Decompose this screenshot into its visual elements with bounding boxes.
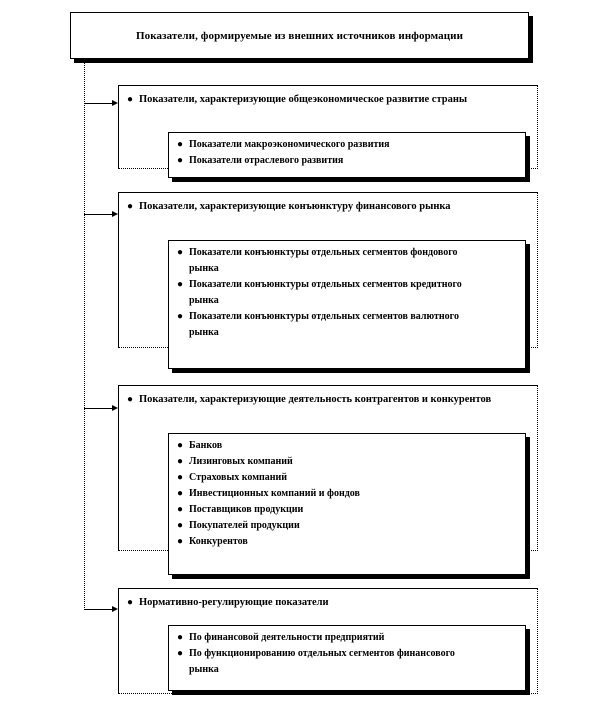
bullet-icon: ● xyxy=(177,472,184,483)
group-heading: ● Показатели, характеризующие конъюнктуру финансового рынка xyxy=(127,199,520,215)
bullet-icon: ● xyxy=(177,155,184,166)
group-2-list xyxy=(168,240,526,369)
diagram-title-box xyxy=(70,12,529,59)
bullet-icon: ● xyxy=(177,139,184,150)
list-item: ● Показатели конъюнктуры отдельных сегментов кредитного рынка xyxy=(177,277,517,309)
group-4-list xyxy=(168,625,526,691)
list-item: ● Показатели конъюнктуры отдельных сегментов фондового рынка xyxy=(177,245,517,277)
list-item: ● Страховых компаний xyxy=(177,470,517,486)
list-item: ● Показатели отраслевого развития xyxy=(177,153,517,169)
group-heading: ● Нормативно-регулирующие показатели xyxy=(127,595,520,611)
bullet-icon: ● xyxy=(177,504,184,515)
group-1-list xyxy=(168,132,526,178)
bullet-icon: ● xyxy=(177,648,184,659)
list-item: ● Покупателей продукции xyxy=(177,518,517,534)
bullet-icon: ● xyxy=(127,597,134,608)
bullet-icon: ● xyxy=(177,247,184,258)
bullet-icon: ● xyxy=(177,632,184,643)
diagram-title: Показатели, формируемые из внешних источников информации xyxy=(135,29,464,42)
bullet-icon: ● xyxy=(127,201,134,212)
connector-spine xyxy=(84,59,85,610)
bullet-icon: ● xyxy=(127,94,134,105)
group-heading: ● Показатели, характеризующие общеэкономическое развитие страны xyxy=(127,92,520,108)
bullet-icon: ● xyxy=(177,440,184,451)
list-item: ● Конкурентов xyxy=(177,534,517,550)
list-item: ● Инвестиционных компаний и фондов xyxy=(177,486,517,502)
group-heading: ● Показатели, характеризующие деятельность контрагентов и конкурентов xyxy=(127,392,520,408)
list-item: ● По функционированию отдельных сегментов финансового рынка xyxy=(177,646,517,678)
group-3-list xyxy=(168,433,526,575)
bullet-icon: ● xyxy=(177,279,184,290)
bullet-icon: ● xyxy=(177,536,184,547)
bullet-icon: ● xyxy=(177,311,184,322)
bullet-icon: ● xyxy=(177,520,184,531)
connector-arrow-3 xyxy=(84,408,116,409)
bullet-icon: ● xyxy=(177,488,184,499)
list-item: ● Банков xyxy=(177,438,517,454)
list-item: ● Показатели макроэкономического развития xyxy=(177,137,517,153)
bullet-icon: ● xyxy=(177,456,184,467)
list-item: ● Поставщиков продукции xyxy=(177,502,517,518)
connector-arrow-4 xyxy=(84,609,116,610)
list-item: ● Лизинговых компаний xyxy=(177,454,517,470)
list-item: ● По финансовой деятельности предприятий xyxy=(177,630,517,646)
connector-arrow-2 xyxy=(84,214,116,215)
list-item: ● Показатели конъюнктуры отдельных сегментов валютного рынка xyxy=(177,309,517,341)
connector-arrow-1 xyxy=(84,103,116,104)
bullet-icon: ● xyxy=(127,394,134,405)
